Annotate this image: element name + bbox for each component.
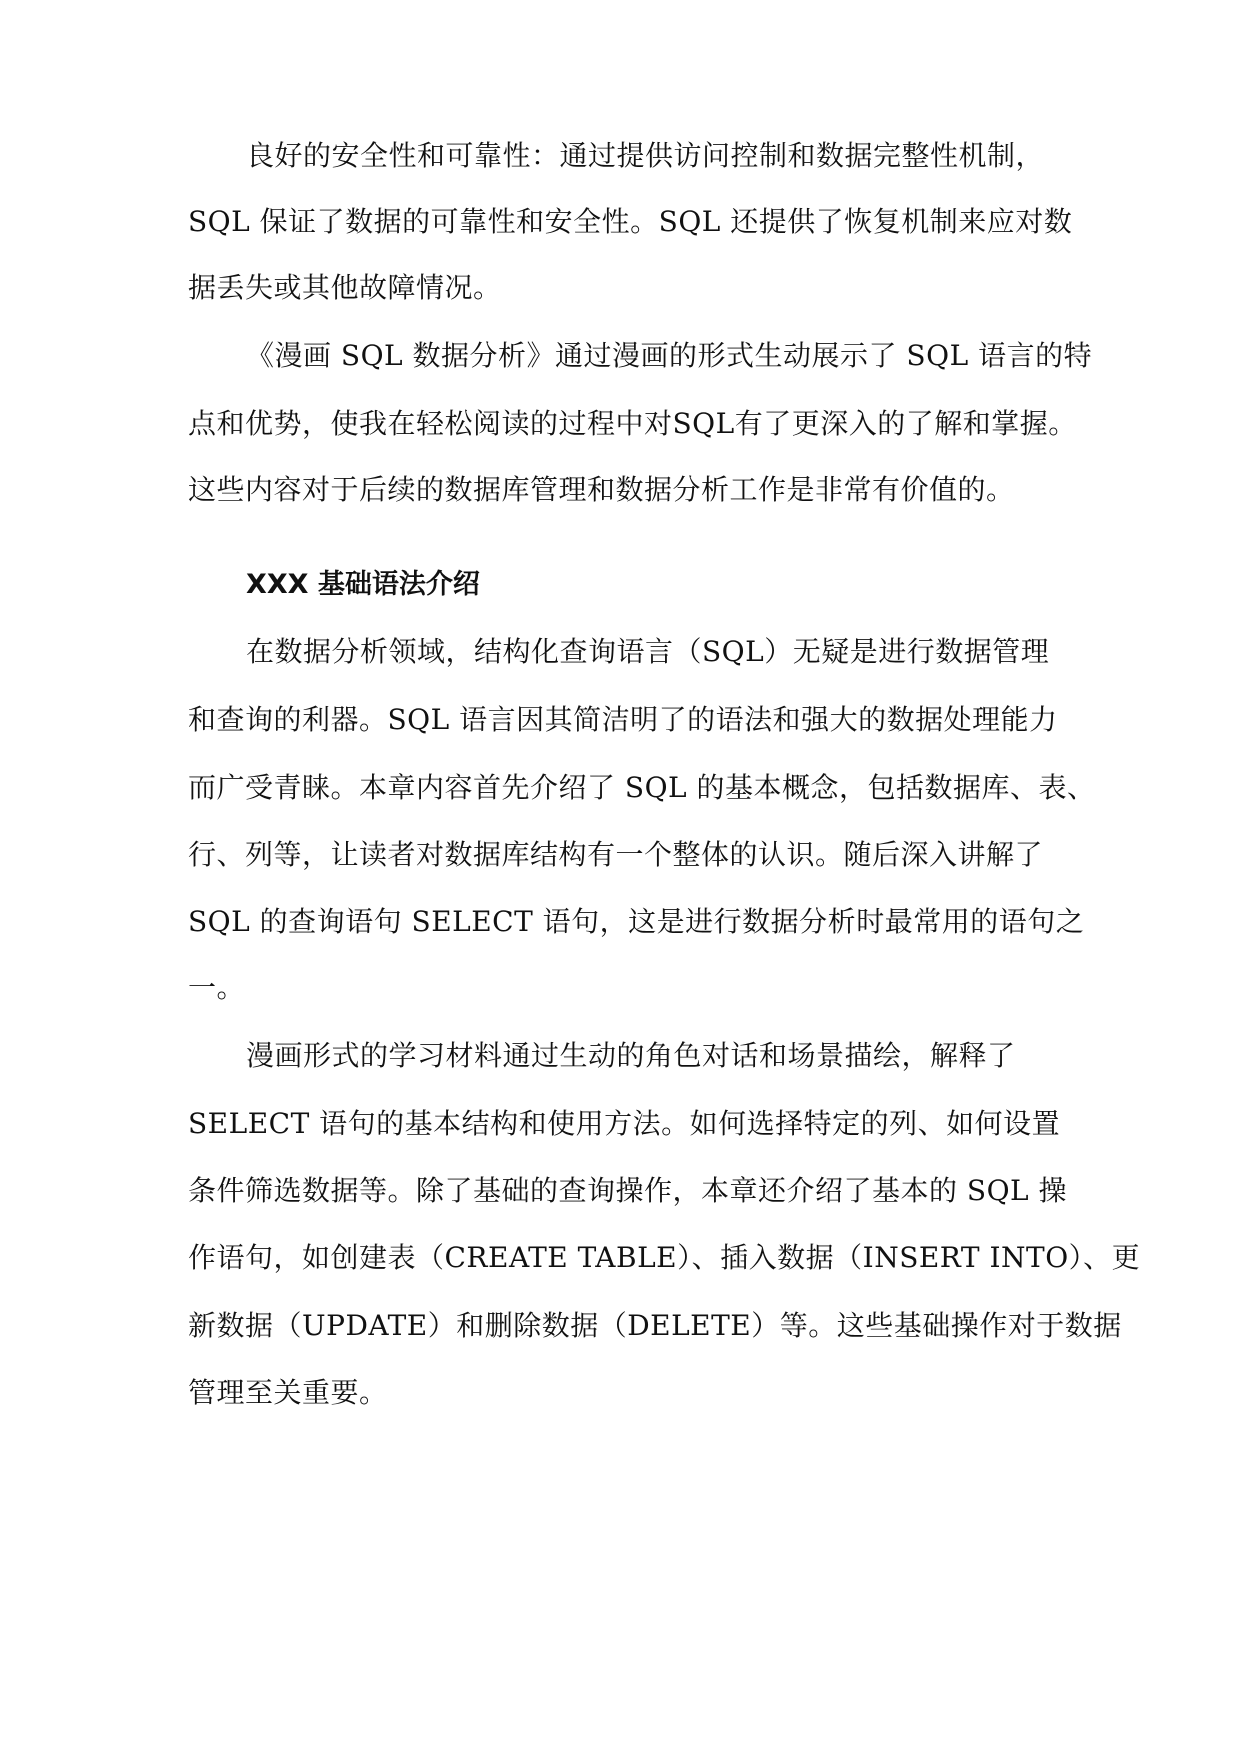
paragraph-line: SQL 的查询语句 SELECT 语句，这是进行数据分析时最常用的语句之 [188,905,1085,938]
paragraph-line: 管理至关重要。 [188,1376,388,1409]
section-heading: XXX 基础语法介绍 [246,569,480,600]
paragraph-line: 新数据（UPDATE）和删除数据（DELETE）等。这些基础操作对于数据 [188,1309,1122,1342]
paragraph-line: SQL 保证了数据的可靠性和安全性。SQL 还提供了恢复机制来应对数 [188,205,1073,238]
paragraph-line: 良好的安全性和可靠性：通过提供访问控制和数据完整性机制， [246,139,1045,172]
paragraph-line: 作语句，如创建表（CREATE TABLE）、插入数据（INSERT INTO）、更 [188,1241,1141,1274]
paragraph-line: 点和优势，使我在轻松阅读的过程中对SQL有了更深入的了解和掌握。 [188,407,1077,440]
paragraph-line: 一。 [188,971,246,1004]
paragraph-line: 而广受青睐。本章内容首先介绍了 SQL 的基本概念，包括数据库、表、 [188,771,1096,804]
paragraph-line: 在数据分析领域，结构化查询语言（SQL）无疑是进行数据管理 [246,635,1050,668]
paragraph-line: 漫画形式的学习材料通过生动的角色对话和场景描绘，解释了 [246,1039,1016,1072]
paragraph-line: 行、列等，让读者对数据库结构有一个整体的认识。随后深入讲解了 [188,838,1044,871]
paragraph-line: 《漫画 SQL 数据分析》通过漫画的形式生动展示了 SQL 语言的特 [246,339,1093,372]
paragraph-line: 这些内容对于后续的数据库管理和数据分析工作是非常有价值的。 [188,473,1015,506]
paragraph-line: 条件筛选数据等。除了基础的查询操作，本章还介绍了基本的 SQL 操 [188,1174,1068,1207]
paragraph-line: 和查询的利器。SQL 语言因其简洁明了的语法和强大的数据处理能力 [188,703,1058,736]
paragraph-line: SELECT 语句的基本结构和使用方法。如何选择特定的列、如何设置 [188,1107,1061,1140]
paragraph-line: 据丢失或其他故障情况。 [188,271,502,304]
